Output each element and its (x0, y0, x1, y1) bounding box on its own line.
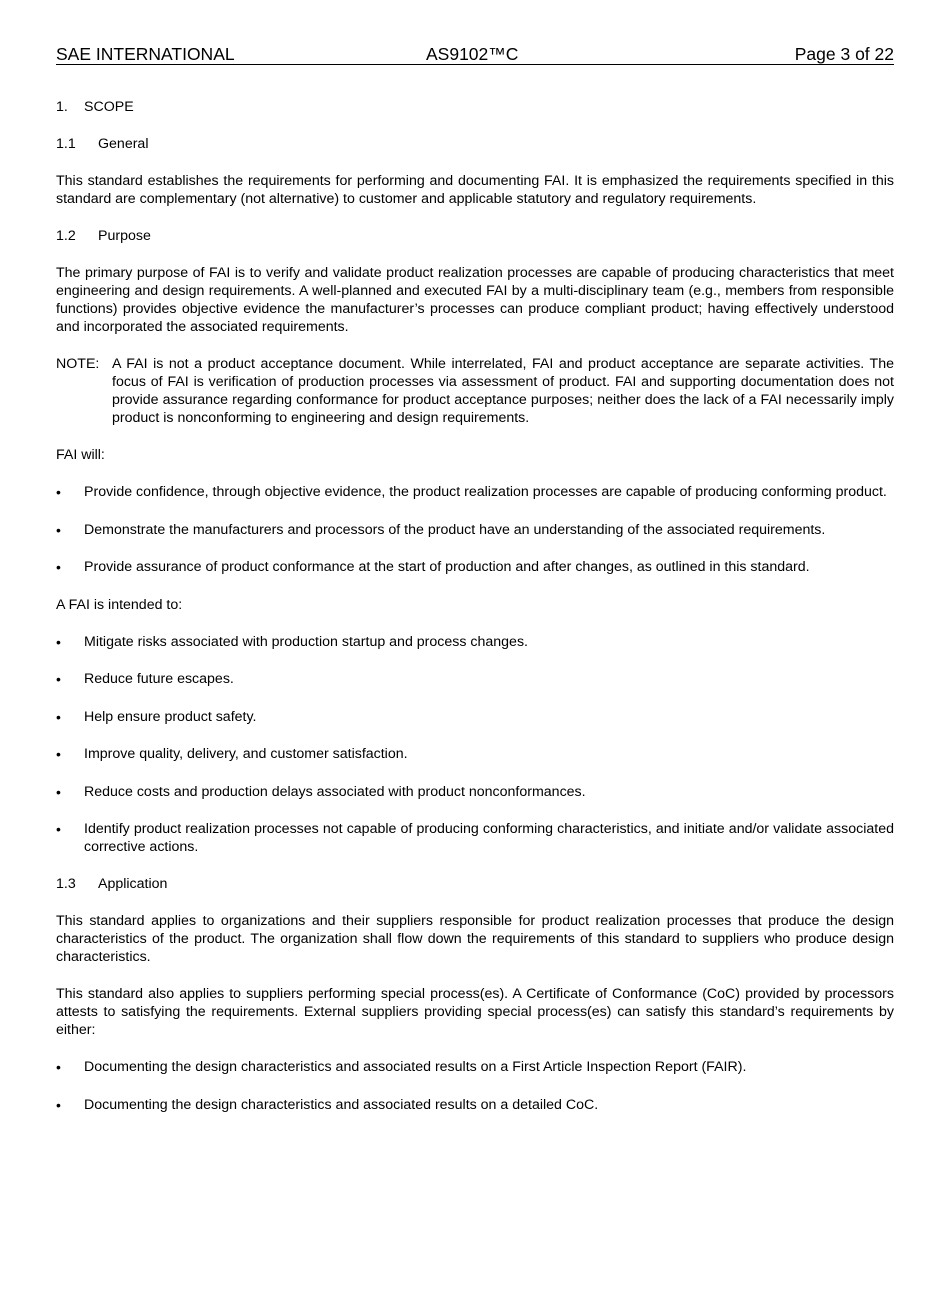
document-body (56, 98, 894, 1133)
bullet-icon: • (56, 484, 61, 500)
list-item: • Reduce costs and production delays associated with product nonconformances. (56, 783, 586, 800)
purpose-note (56, 355, 894, 427)
bullet-icon: • (56, 521, 61, 538)
section-title: Purpose (98, 228, 151, 244)
application-paragraph-1: This standard applies to organizations and their suppliers responsible for product realization processes that produce the design characteristics of the product. The organization shall flow down the requirements of this standard to suppliers who produce design characteristics. (56, 913, 894, 965)
list-item: • Mitigate risks associated with production startup and process changes. (56, 633, 528, 650)
list-item: • Provide confidence, through objective evidence, the product realization processes are capable of producing conforming product. (56, 484, 887, 500)
section-title: General (98, 136, 149, 152)
bullet-icon: • (56, 633, 61, 650)
header-document-id: AS9102™C (426, 44, 519, 64)
list-item: • Provide assurance of product conformance at the start of production and after changes, as outlined in this standard. (56, 559, 810, 575)
bullet-icon: • (56, 559, 61, 575)
bullet-icon: • (56, 1059, 61, 1075)
section-1-1-heading (56, 135, 894, 153)
bullet-icon: • (56, 708, 61, 725)
general-paragraph: This standard establishes the requirements for performing and documenting FAI. It is emphasized the requirements specified in this standard are complementary (not alternative) to customer and applicable statutory and regulatory requirements. (56, 173, 894, 207)
bullet-icon: • (56, 783, 61, 800)
list-item: • Identify product realization processes not capable of producing conforming characteristics, and initiate and/or validate associated corrective actions. (56, 821, 894, 855)
note-text: A FAI is not a product acceptance document. While interrelated, FAI and product acceptance are separate activities. The focus of FAI is verification of production processes via assessment of product. FAI and supporting documentation does not provide assurance regarding conformance for product acceptance purposes; neither does the lack of a FAI necessarily imply product is nonconforming to engineering and design requirements. (112, 356, 894, 426)
page-header (56, 44, 894, 65)
list-item: • Documenting the design characteristics and associated results on a First Article Inspection Report (FAIR). (56, 1059, 747, 1075)
list-item: • Documenting the design characteristics and associated results on a detailed CoC. (56, 1096, 599, 1113)
fai-intended-list (56, 633, 894, 857)
bullet-icon: • (56, 746, 61, 762)
bullet-icon: • (56, 821, 61, 837)
list-item: • Demonstrate the manufacturers and processors of the product have an understanding of the associated requirements. (56, 521, 826, 538)
fai-will-intro: FAI will: (56, 447, 105, 463)
section-1-heading (56, 98, 894, 116)
section-number: 1.3 (56, 876, 76, 892)
fai-will-list (56, 483, 894, 576)
list-item: • Reduce future escapes. (56, 671, 234, 687)
section-number: 1. (56, 99, 68, 115)
application-paragraph-2: This standard also applies to suppliers performing special process(es). A Certificate of Conformance (CoC) provided by processors attests to satisfying the requirements. External suppliers providing special process(es) can satisfy this standard’s requirements by either: (56, 986, 894, 1038)
section-title: SCOPE (84, 99, 134, 115)
section-number: 1.2 (56, 228, 76, 244)
application-list (56, 1058, 894, 1114)
header-organization: SAE INTERNATIONAL (56, 44, 235, 64)
bullet-icon: • (56, 1096, 61, 1113)
list-item: • Help ensure product safety. (56, 708, 257, 725)
fai-intended-intro: A FAI is intended to: (56, 596, 183, 613)
purpose-paragraph: The primary purpose of FAI is to verify and validate product realization processes are capable of producing characteristics that meet engineering and design requirements. A well-planned and executed FAI by a multi-disciplinary team (e.g., members from responsible functions) provides objective evidence the manufacturer’s processes can produce compliant product; having effectively understood and incorporated the associated requirements. (56, 265, 894, 335)
list-item: • Improve quality, delivery, and customer satisfaction. (56, 746, 408, 762)
note-label: NOTE: (56, 356, 100, 372)
bullet-icon: • (56, 671, 61, 687)
section-1-2-heading (56, 227, 894, 245)
section-title: Application (98, 876, 168, 892)
header-page-number: Page 3 of 22 (794, 44, 894, 64)
section-1-3-heading (56, 875, 894, 893)
section-number: 1.1 (56, 136, 76, 152)
